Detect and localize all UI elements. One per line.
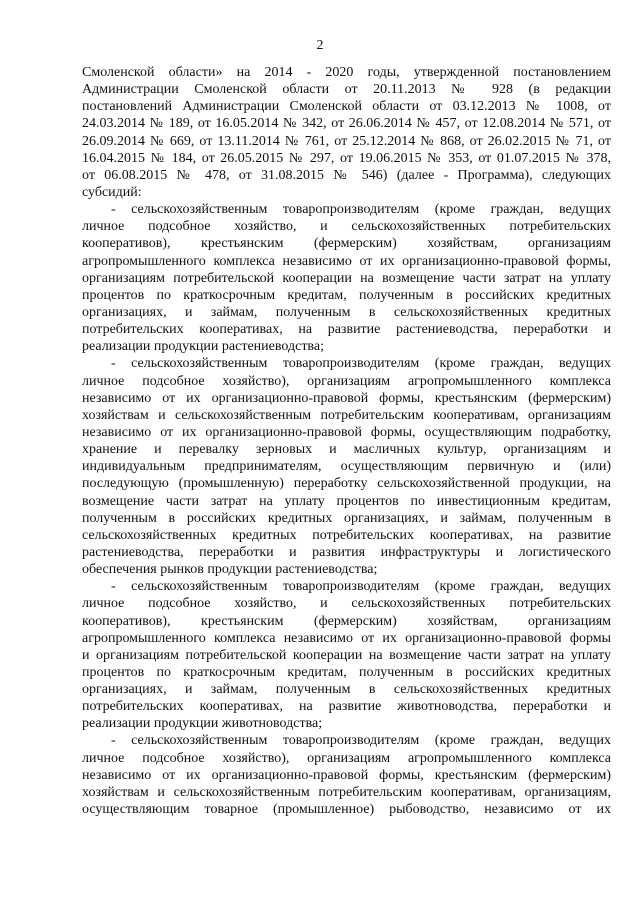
text-line: агропромышленного комплекса независимо от их организационно-правовой формы [82, 630, 611, 646]
text-line: возмещение части затрат на уплату процентов по инвестиционным кредитам, [82, 493, 611, 509]
body-text [82, 64, 611, 818]
text-line: независимо от их организационно-правовой формы, осуществляющим подработку, [82, 424, 611, 440]
text-line: растениеводства, переработки и развития инфраструктуры и логистического [82, 544, 611, 560]
text-line: постановлений Администрации Смоленской области от 03.12.2013 № 1008, от [82, 99, 611, 115]
text-line: индивидуальным предпринимателям, осуществляющим первичную и (или) [82, 459, 611, 475]
text-line: хозяйствам и сельскохозяйственным потребительским кооперативам, организациям, [82, 784, 611, 800]
text-line: организациям потребительской кооперации на возмещение части затрат на уплату [82, 270, 611, 286]
paragraph-first-line: - сельскохозяйственным товаропроизводителям (кроме граждан, ведущих [111, 579, 611, 595]
text-line: потребительских кооперативах, на развитие растениеводства, переработки и [82, 322, 611, 338]
text-line: процентов по краткосрочным кредитам, полученным в российских кредитных [82, 664, 611, 680]
paragraph-first-line: - сельскохозяйственным товаропроизводителям (кроме граждан, ведущих [111, 202, 611, 218]
text-line: от 06.08.2015 № 478, от 31.08.2015 № 546) (далее - Программа), следующих [82, 167, 611, 183]
text-line: полученным в российских кредитных организациях, и займам, полученным в [82, 510, 611, 526]
text-line: обеспечения рынков продукции растениеводства; [82, 562, 378, 578]
text-line: независимо от их организационно-правовой формы, крестьянским (фермерским) [82, 767, 611, 783]
text-line: кооперативов), крестьянским (фермерским) хозяйствам, организациям [82, 613, 611, 629]
text-line: кооперативов), крестьянским (фермерским) хозяйствам, организациям [82, 236, 611, 252]
text-line: организациях, и займам, полученным в сельскохозяйственных кредитных [82, 682, 611, 698]
text-line: 26.09.2014 № 669, от 13.11.2014 № 761, от 25.12.2014 № 868, от 26.02.2015 № 71, от [82, 133, 611, 149]
paragraph-first-line: - сельскохозяйственным товаропроизводителям (кроме граждан, ведущих [111, 733, 611, 749]
text-line: 24.03.2014 № 189, от 16.05.2014 № 342, от 26.06.2014 № 457, от 12.08.2014 № 571, от [82, 116, 611, 132]
text-line: организациях, и займам, полученным в сельскохозяйственных кредитных [82, 304, 611, 320]
text-line: хозяйствам и сельскохозяйственным потребительским кооперативам, организациям [82, 407, 611, 423]
text-line: процентов по краткосрочным кредитам, полученным в российских кредитных [82, 287, 611, 303]
text-line: независимо от их организационно-правовой формы, крестьянским (фермерским) [82, 390, 611, 406]
text-line: сельскохозяйственных кредитных потребительских кооперативах, на развитие [82, 527, 611, 543]
text-line: личное подсобное хозяйство, и сельскохозяйственных потребительских [82, 596, 611, 612]
text-line: агропромышленного комплекса независимо от их организационно-правовой формы, [82, 253, 611, 269]
text-line: последующую (промышленную) переработку сельскохозяйственной продукции, на [82, 476, 611, 492]
text-line: осуществляющим товарное (промышленное) рыбоводство, независимо от их [82, 802, 611, 818]
text-line: личное подсобное хозяйство, и сельскохозяйственных потребительских [82, 219, 611, 235]
text-line: реализации продукции растениеводства; [82, 339, 324, 355]
text-line: Администрации Смоленской области от 20.11.2013 № 928 (в редакции [82, 82, 611, 98]
page-number: 2 [316, 38, 324, 53]
text-line: 16.04.2015 № 184, от 26.05.2015 № 297, от 19.06.2015 № 353, от 01.07.2015 № 378, [82, 150, 611, 166]
text-line: Смоленской области» на 2014 - 2020 годы, утвержденной постановлением [82, 65, 611, 80]
text-line: хранение и перевалку зерновых и масличных культур, организациям и [82, 442, 611, 458]
text-line: реализации продукции животноводства; [82, 716, 323, 732]
text-line: потребительских кооперативах, на развитие животноводства, переработки и [82, 699, 611, 715]
text-line: личное подсобное хозяйство), организациям агропромышленного комплекса [82, 373, 611, 389]
text-line: субсидий: [82, 184, 142, 200]
text-line: и организациям потребительской кооперации на возмещение части затрат на уплату [82, 647, 611, 663]
paragraph-first-line: - сельскохозяйственным товаропроизводителям (кроме граждан, ведущих [111, 356, 611, 372]
text-line: личное подсобное хозяйство), организациям агропромышленного комплекса [82, 750, 611, 766]
